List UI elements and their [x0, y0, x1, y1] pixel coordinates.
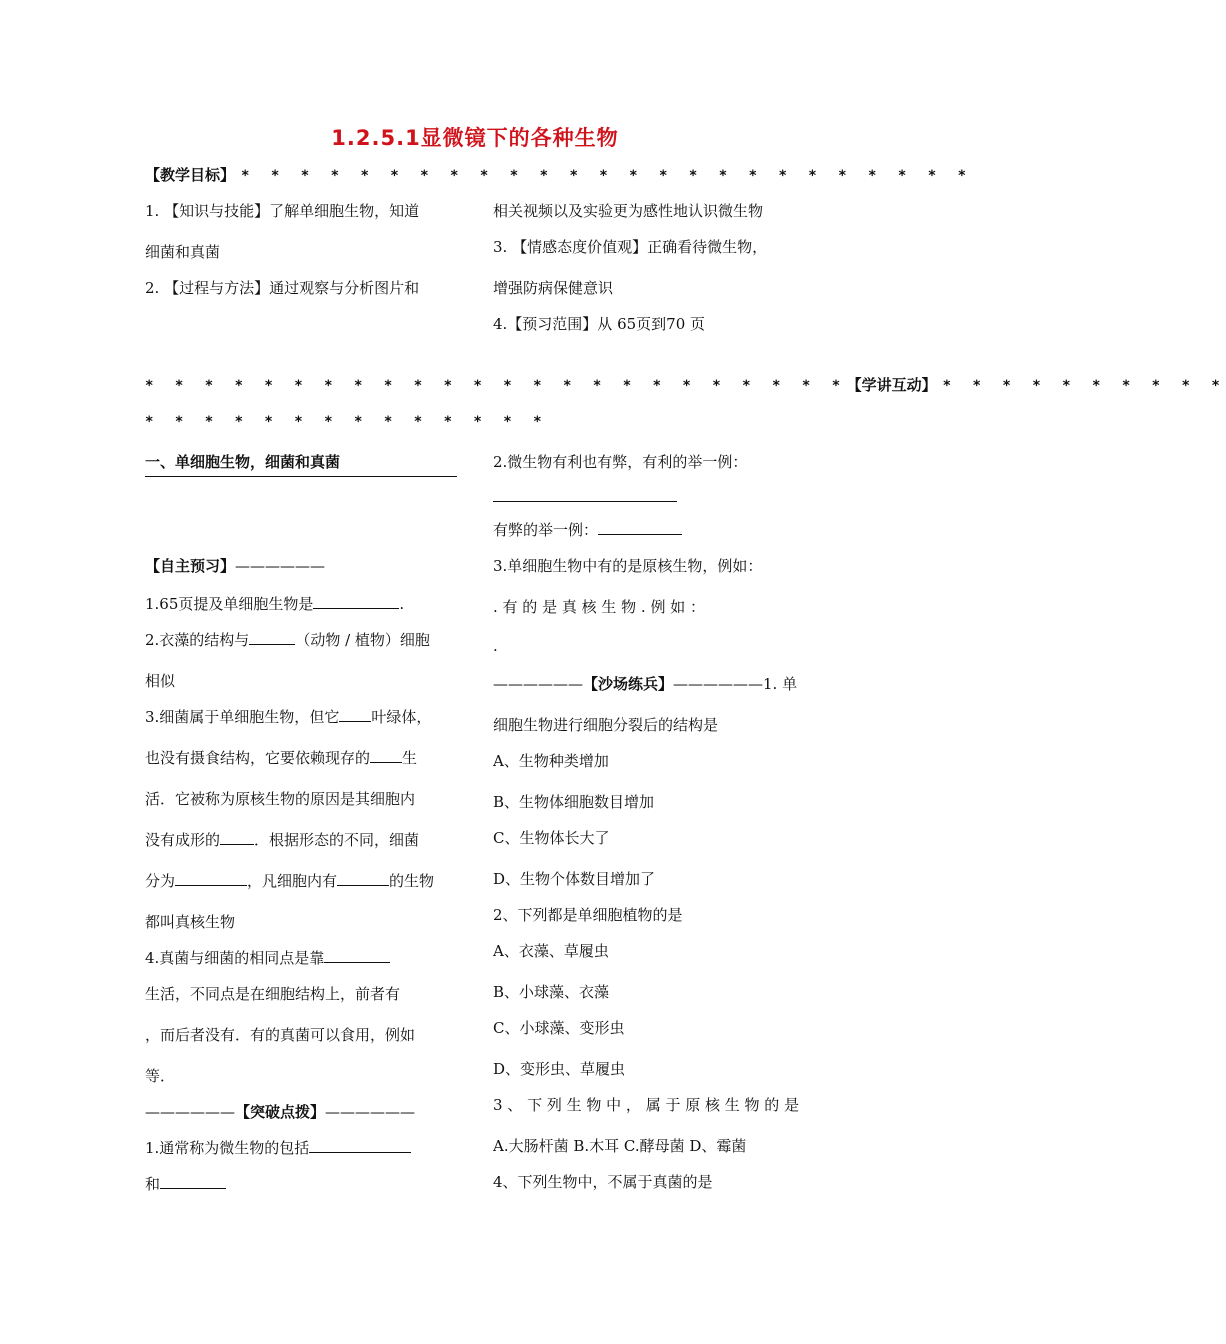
question-3-blank-5[interactable]	[337, 871, 389, 886]
question-1-end: .	[399, 595, 405, 613]
exercise-2-option-c[interactable]: C、小球藻、变形虫	[493, 1019, 625, 1037]
question-3-text-h: 分为	[145, 872, 176, 890]
question-3-line5	[145, 870, 434, 891]
breakthrough-1-blank-1[interactable]	[309, 1138, 411, 1153]
exercise-1-option-b[interactable]: B、生物体细胞数目增加	[493, 793, 655, 811]
exercise-2-option-d[interactable]: D、变形虫、草履虫	[493, 1060, 626, 1078]
question-3-text-g: ．根据形态的不同，细菌	[254, 831, 420, 849]
exercise-2-option-b[interactable]: B、小球藻、衣藻	[493, 983, 610, 1001]
objective-2-line2: 相关视频以及实验更为感性地认识微生物	[493, 202, 764, 220]
objective-1-line2: 细菌和真菌	[145, 243, 221, 261]
interaction-stars-right: * * * * * * * * * *	[942, 378, 1226, 394]
question-3-line4	[145, 829, 419, 850]
exercise-2-stem: 2、下列都是单细胞植物的是	[493, 906, 683, 924]
preview-header-row	[145, 555, 325, 576]
question-3-blank-4[interactable]	[175, 871, 247, 886]
section-heading: 一、单细胞生物，细菌和真菌	[145, 451, 457, 477]
right-question-2-line2	[493, 519, 682, 540]
right-question-3-line3: .	[493, 637, 498, 655]
right-question-2-blank-2[interactable]	[598, 520, 682, 535]
breakthrough-header-row	[145, 1101, 415, 1122]
question-2-text-a: 2.衣藻的结构与	[145, 631, 250, 649]
interaction-header: 【学讲互动】	[846, 376, 937, 394]
exercise-1-option-d[interactable]: D、生物个体数目增加了	[493, 870, 656, 888]
question-3-text-f: 没有成形的	[145, 831, 221, 849]
question-3-text-b: 叶绿体，	[371, 708, 432, 726]
right-question-3: 3.单细胞生物中有的是原核生物，例如：	[493, 557, 763, 575]
interaction-stars-left: * * * * * * * * * * * * * * * * * * * * * * * *	[145, 378, 847, 394]
breakthrough-dashes-left: ——————	[145, 1103, 235, 1121]
objectives-header-label: 【教学目标】	[145, 166, 236, 184]
question-4-text-a: 4.真菌与细菌的相同点是靠	[145, 949, 325, 967]
exercise-3-options[interactable]: A.大肠杆菌 B.木耳 C.酵母菌 D、霉菌	[493, 1137, 747, 1155]
question-4-line2: 生活，不同点是在细胞结构上，前者有	[145, 985, 401, 1003]
question-2-text-b: （动物 / 植物）细胞	[295, 631, 430, 649]
question-3-line6: 都叫真核生物	[145, 913, 236, 931]
question-2-blank[interactable]	[249, 630, 295, 645]
exercise-1-option-c[interactable]: C、生物体长大了	[493, 829, 610, 847]
objective-4: 4.【预习范围】从 65页到70 页	[493, 315, 706, 333]
exercise-3-stem: 3 、 下 列 生 物 中 ， 属 于 原 核 生 物 的 是	[493, 1096, 800, 1114]
question-3-line2	[145, 747, 417, 768]
question-3-blank-3[interactable]	[220, 830, 254, 845]
right-question-3-line2: . 有 的 是 真 核 生 物 . 例 如 ：	[493, 598, 705, 616]
right-question-2-text-b: 有弊的举一例：	[493, 521, 599, 539]
question-4-line1	[145, 947, 390, 968]
question-3-line1	[145, 706, 431, 727]
question-3-blank-1[interactable]	[339, 707, 371, 722]
question-1	[145, 593, 404, 614]
question-3-text-j: 的生物	[389, 872, 435, 890]
objective-3-line2: 增强防病保健意识	[493, 279, 614, 297]
question-4-line3: ，而后者没有．有的真菌可以食用，例如	[145, 1026, 416, 1044]
exercise-1-option-a[interactable]: A、生物种类增加	[493, 752, 609, 770]
exercise-2-option-a[interactable]: A、衣藻、草履虫	[493, 942, 609, 960]
drill-header: 【沙场练兵】	[583, 675, 674, 693]
right-question-2: 2.微生物有利也有弊，有利的举一例：	[493, 453, 748, 471]
interaction-stars-line2: * * * * * * * * * * * * * *	[145, 414, 549, 430]
question-4-line4: 等．	[145, 1067, 176, 1085]
objectives-header	[145, 164, 973, 185]
objectives-stars: * * * * * * * * * * * * * * * * * * * * * * * * *	[241, 168, 973, 184]
breakthrough-dashes-right: ——————	[325, 1103, 416, 1121]
breakthrough-header: 【突破点拨】	[235, 1103, 326, 1121]
question-1-blank[interactable]	[313, 594, 399, 609]
question-3-text-c: 也没有摄食结构，它要依赖现存的	[145, 749, 371, 767]
question-2-line2: 相似	[145, 672, 176, 690]
question-3-text-d: 生	[402, 749, 418, 767]
breakthrough-1-line2	[145, 1173, 226, 1194]
breakthrough-1-text: 1.通常称为微生物的包括	[145, 1139, 310, 1157]
exercise-1-stem: 细胞生物进行细胞分裂后的结构是	[493, 716, 719, 734]
preview-dashes: ——————	[235, 557, 326, 575]
breakthrough-1-line1	[145, 1137, 411, 1158]
drill-header-row	[493, 673, 797, 694]
question-3-line3: 活．它被称为原核生物的原因是其细胞内	[145, 790, 416, 808]
breakthrough-1-blank-2[interactable]	[160, 1174, 226, 1189]
question-1-text: 1.65页提及单细胞生物是	[145, 595, 314, 613]
preview-header: 【自主预习】	[145, 557, 236, 575]
breakthrough-1-text-b: 和	[145, 1175, 161, 1193]
objective-2-line1: 2. 【过程与方法】通过观察与分析图片和	[145, 279, 420, 297]
right-question-2-line	[493, 487, 677, 506]
question-3-text-i: ，凡细胞内有	[247, 872, 338, 890]
question-3-blank-2[interactable]	[370, 748, 402, 763]
objective-1-line1: 1. 【知识与技能】了解单细胞生物，知道	[145, 202, 420, 220]
objective-3-line1: 3. 【情感态度价值观】正确看待微生物，	[493, 238, 768, 256]
question-4-blank[interactable]	[324, 948, 390, 963]
interaction-header-row	[145, 374, 1226, 395]
question-3-text-a: 3.细菌属于单细胞生物，但它	[145, 708, 340, 726]
right-question-2-blank-1[interactable]	[493, 487, 677, 502]
exercise-4-stem: 4、下列生物中，不属于真菌的是	[493, 1173, 713, 1191]
drill-dashes-left: ——————	[493, 675, 583, 693]
page-title: 1.2.5.1显微镜下的各种生物	[331, 126, 619, 150]
question-2-line1	[145, 629, 430, 650]
drill-dashes-right: ——————1. 单	[673, 675, 798, 693]
